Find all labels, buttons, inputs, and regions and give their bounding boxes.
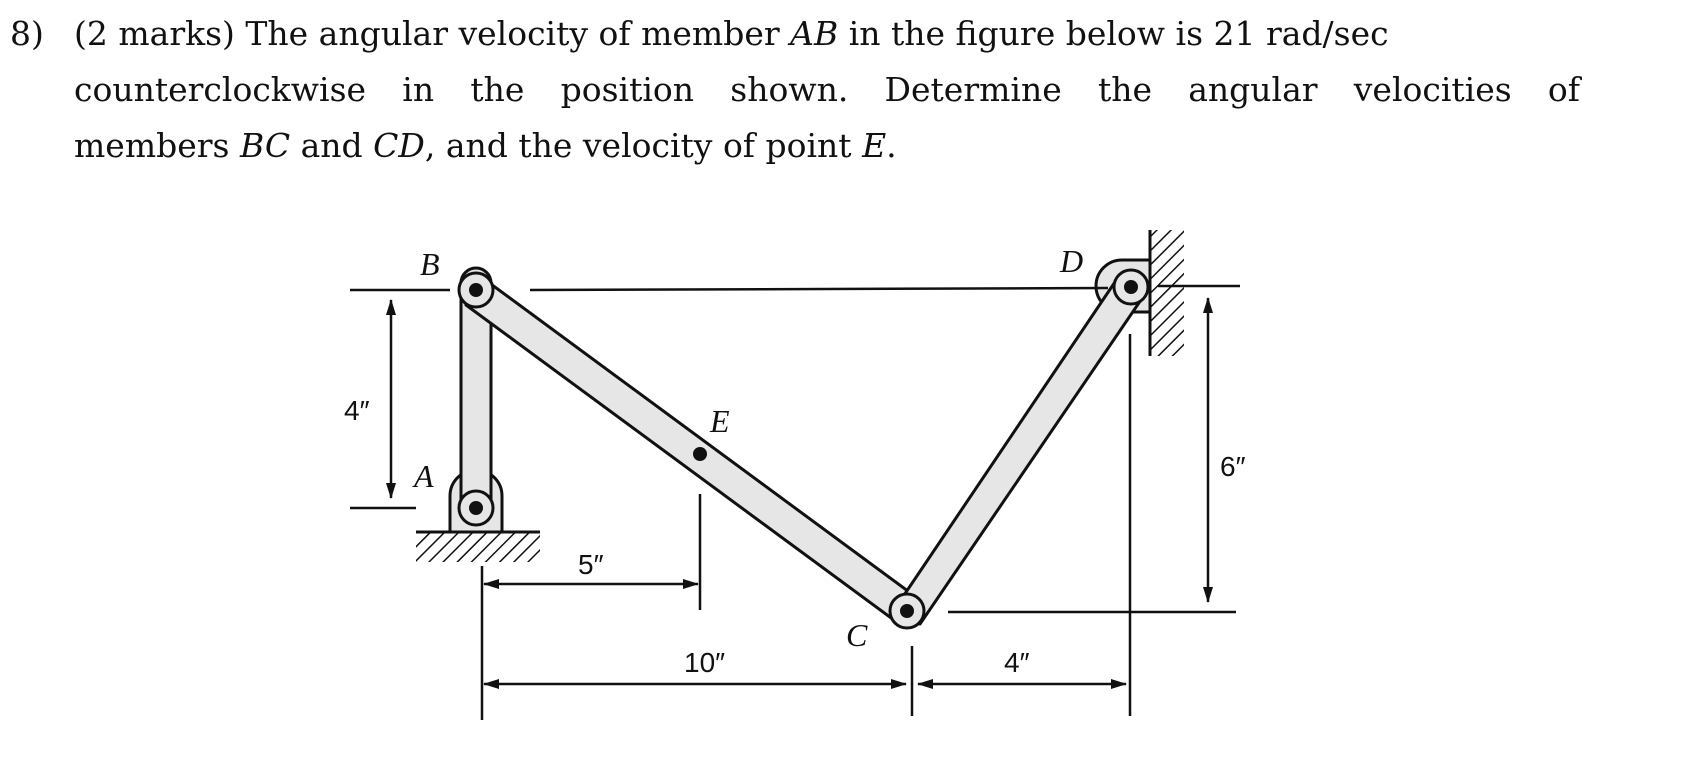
question-line1-end: in the figure below is 21 rad/sec — [838, 14, 1389, 53]
dimension-ae: 5″ — [578, 549, 604, 580]
point-e — [693, 447, 707, 461]
question-line3-end: . — [886, 126, 897, 165]
label-b: B — [420, 246, 440, 282]
link-bc — [466, 279, 916, 623]
pins — [459, 270, 1148, 628]
label-d: D — [1060, 243, 1084, 279]
question-line2-text: counterclockwise in the position shown. Determine the angular velocities of — [74, 70, 1580, 109]
member-bc-label: BC — [239, 126, 291, 165]
question-number: 8) — [10, 14, 44, 53]
point-e-label: E — [862, 126, 887, 165]
member-ab-label: AB — [790, 14, 839, 53]
dimension-ab-height: 4″ — [344, 395, 370, 426]
links — [461, 268, 1145, 624]
question-line3-start: members — [74, 126, 240, 165]
question-line3-and: and — [290, 126, 374, 165]
dimension-cd: 4″ — [1004, 647, 1030, 678]
dimension-d-height: 6″ — [1220, 451, 1246, 482]
label-a: A — [414, 458, 434, 494]
label-e: E — [710, 403, 730, 439]
dimension-ac: 10″ — [684, 647, 726, 678]
question-line1-start: (2 marks) The angular velocity of member — [74, 14, 791, 53]
member-cd-label: CD — [373, 126, 425, 165]
question-line3-mid: , and the velocity of point — [424, 126, 863, 165]
label-c: C — [846, 617, 868, 653]
link-cd — [894, 279, 1145, 624]
